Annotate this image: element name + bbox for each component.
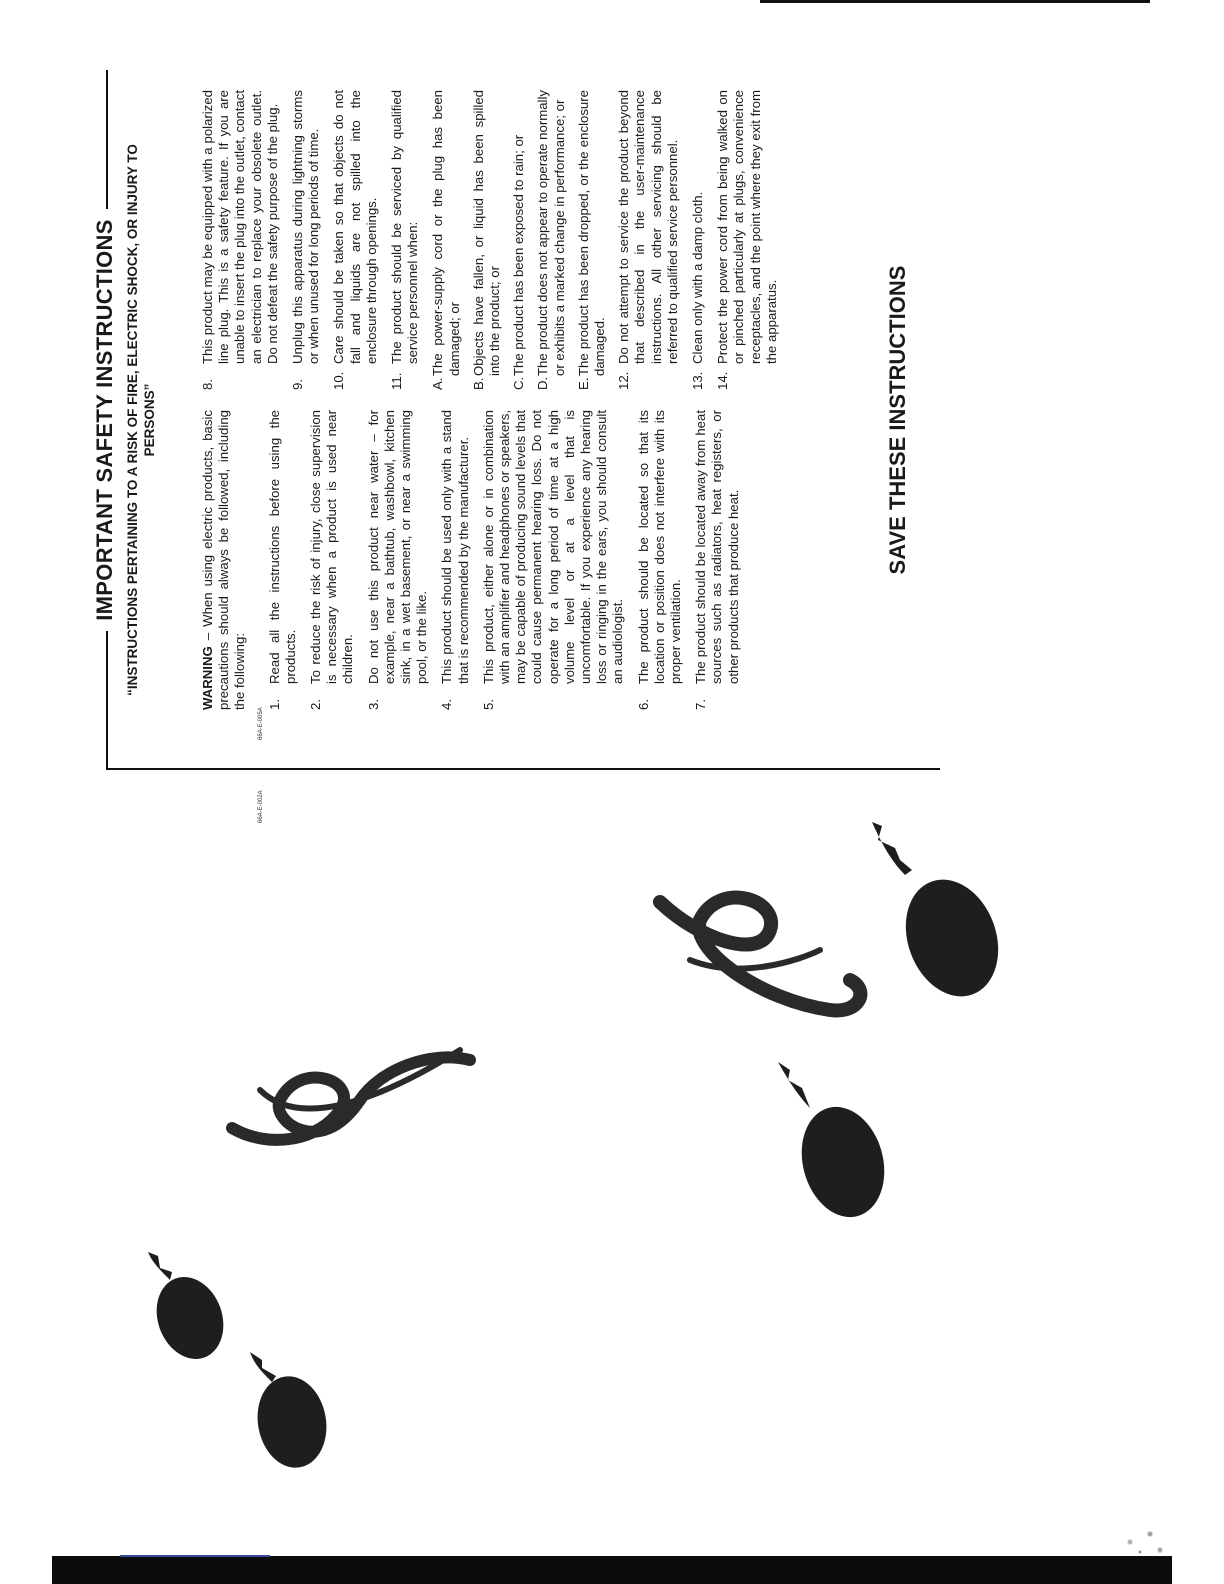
left-column: [200, 410, 751, 710]
warning-label: WARNING: [200, 646, 215, 710]
list-item: 5. This product, either alone or in combination with an amplifier and headphones or speakers, may be capable of producing sound levels that could cause permanent hearing loss. Do not operate for a long period of time at a high volume level or at a level that is uncomfortable. If you experience any hearing loss or ringing in the ears, you should consult an audiologist.: [480, 410, 626, 710]
list-item: 1. Read all the instructions before using the products.: [266, 410, 298, 710]
subtitle: “INSTRUCTIONS PERTAINING TO A RISK OF FIRE, ELECTRIC SHOCK, OR INJURY TO PERSONS”: [125, 144, 157, 696]
note-head-icon: [251, 1371, 334, 1473]
list-item: 7. The product should be located away from heat sources such as radiators, heat registers, or other products that produce heat.: [693, 410, 741, 710]
note-head-icon: [790, 1098, 896, 1227]
sub-list-item: E. The product has been dropped, or the enclosure damaged.: [575, 90, 608, 390]
frame-border: [106, 768, 940, 770]
sub-list-item: D. The product does not appear to operate normally or exhibits a marked change in performance; or: [535, 90, 567, 390]
scan-bottom-bar: [52, 1556, 1172, 1584]
document-code: 66A-E-002A: [258, 790, 264, 823]
list-item: 4. This product should be used only with a stand that is recommended by the manufacturer.: [439, 410, 471, 710]
treble-clef-icon: [660, 898, 860, 1011]
list-item: 13. Clean only with a damp cloth.: [690, 191, 706, 390]
note-flag-icon: [872, 822, 912, 875]
note-flag-icon: [148, 1252, 172, 1280]
document-code: 66A-E-005A: [258, 707, 264, 740]
note-head-icon: [146, 1268, 235, 1369]
safety-instructions-panel: [92, 70, 940, 770]
list-item: 3. Do not use this product near water – for example, near a bathtub, washbowl, kitchen sink, in a wet basement, or near a swimming pool, or the like.: [365, 410, 430, 710]
sub-list-item: B. Objects have fallen, or liquid has been spilled into the product; or: [470, 90, 503, 390]
list-item: 9. Unplug this apparatus during lightning storms or when unused for long periods of time.: [290, 90, 322, 390]
list-item: 8. This product may be equipped with a polarized line plug. This is a safety feature. If you are unable to insert the plug into the outlet, contact an electrician to replace your obsolete outlet. Do not defeat the safety purpose of the plug.: [200, 90, 280, 390]
scan-bottom-line: [120, 1555, 270, 1557]
page-title: IMPORTANT SAFETY INSTRUCTIONS: [92, 70, 118, 770]
note-flag-icon: [250, 1352, 276, 1382]
right-column: [200, 90, 789, 390]
treble-clef-icon: [232, 1050, 470, 1140]
list-item: 11. The product should be serviced by qualified service personnel when:: [389, 90, 421, 390]
note-head-icon: [890, 867, 1014, 1010]
sub-list-item: C. The product has been exposed to rain; or: [511, 134, 527, 390]
list-item: 2. To reduce the risk of injury, close supervision is necessary when a product is used near children.: [308, 410, 356, 710]
scan-speckle: [1120, 1518, 1170, 1558]
save-instructions-heading: SAVE THESE INSTRUCTIONS: [885, 265, 910, 575]
note-flag-icon: [778, 1062, 810, 1108]
sub-list-item: A. The power-supply cord or the plug has been damaged; or: [430, 90, 462, 390]
warning-paragraph: [200, 410, 249, 710]
list-item: 6. The product should be located so that its location or position does not interfere with its proper ventilation.: [635, 410, 684, 710]
warning-text: – When using electric products, basic precautions should always be followed, including the following:: [200, 410, 248, 710]
list-item: 12. Do not attempt to service the product beyond that described in the user-maintenance instructions. All other servicing should be referred to qualified service personnel.: [616, 90, 680, 390]
list-item: 10. Care should be taken so that objects do not fall and liquids are not spilled into the enclosure through openings.: [331, 90, 379, 390]
list-item: 14. Protect the power cord from being walked on or pinched particularly at plugs, convenience receptacles, and the point where they exit from the apparatus.: [715, 90, 779, 390]
